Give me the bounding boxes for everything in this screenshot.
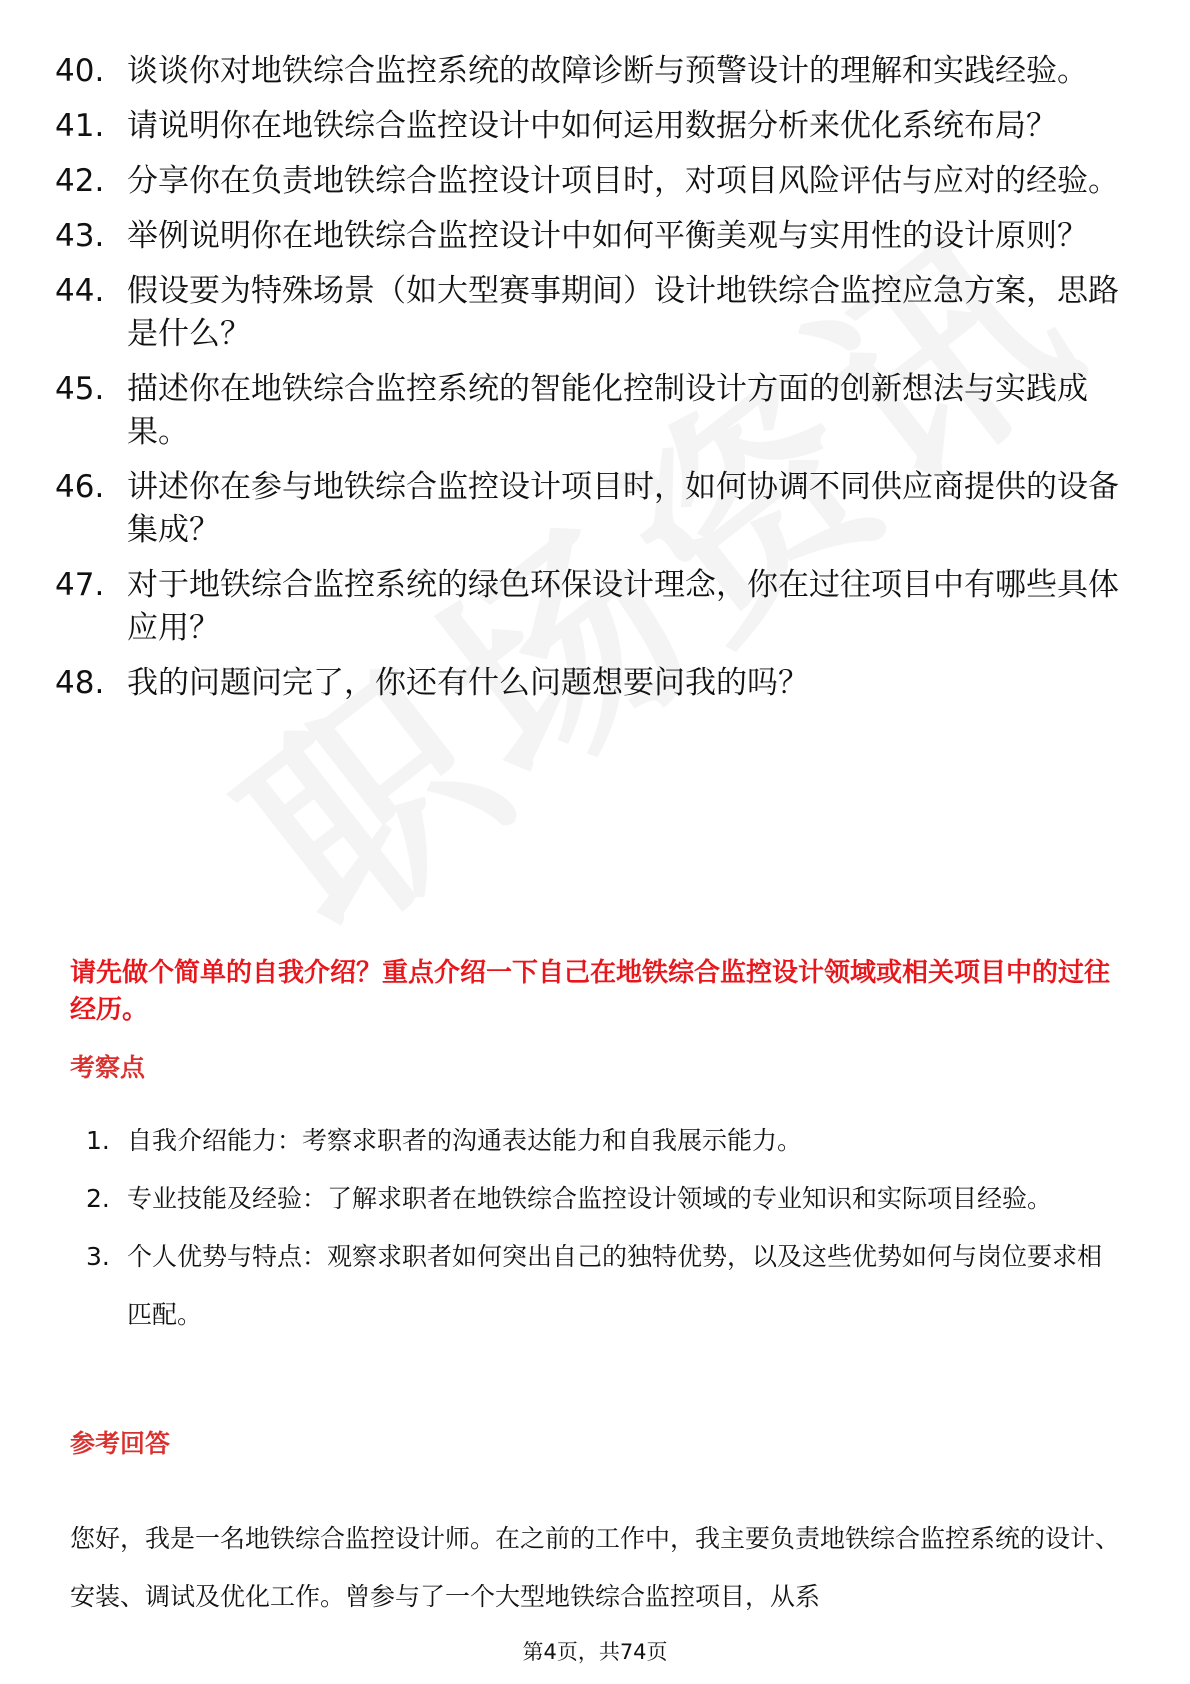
question-item [0,50,1190,93]
question-text: 谈谈你对地铁综合监控系统的故障诊断与预警设计的理解和实践经验。 [127,53,1088,89]
question-text: 讲述你在参与地铁综合监控设计项目时，如何协调不同供应商提供的设备集成？ [127,469,1119,548]
kaochadian-item [0,1112,1190,1170]
question-text: 举例说明你在地铁综合监控设计中如何平衡美观与实用性的设计原则？ [127,218,1088,254]
question-item [0,564,1190,650]
reference-answer: 您好，我是一名地铁综合监控设计师。在之前的工作中，我主要负责地铁综合监控系统的设计、安装、调试及优化工作。曾参与了一个大型地铁综合监控项目，从系 [70,1524,1121,1611]
kaochadian-number: 2. [86,1184,110,1213]
kaochadian-text: 自我介绍能力：考察求职者的沟通表达能力和自我展示能力。 [127,1126,803,1155]
kaochadian-item [0,1170,1190,1228]
question-item [0,105,1190,148]
kaochadian-text: 个人优势与特点：观察求职者如何突出自己的独特优势，以及这些优势如何与岗位要求相匹配。 [127,1242,1103,1329]
kaochadian-item [0,1228,1190,1344]
question-number: 43. [55,218,105,254]
question-text: 对于地铁综合监控系统的绿色环保设计理念，你在过往项目中有哪些具体应用？ [127,567,1119,646]
question-number: 45. [55,371,105,407]
question-item [0,160,1190,203]
question-text: 描述你在地铁综合监控系统的智能化控制设计方面的创新想法与实践成果。 [127,371,1088,450]
question-number: 47. [55,567,105,603]
kaochadian-text: 专业技能及经验：了解求职者在地铁综合监控设计领域的专业知识和实际项目经验。 [127,1184,1053,1213]
question-text: 请说明你在地铁综合监控设计中如何运用数据分析来优化系统布局？ [127,108,1057,144]
question-list [0,50,1190,717]
question-number: 46. [55,469,105,505]
kaochadian-number: 3. [86,1242,110,1271]
kaochadian-label: 考察点 [70,1053,146,1082]
question-number: 40. [55,53,105,89]
question-item [0,270,1190,356]
question-item [0,662,1190,705]
question-item [0,368,1190,454]
question-number: 41. [55,108,105,144]
question-item [0,466,1190,552]
question-number: 48. [55,665,105,701]
question-text: 我的问题问完了，你还有什么问题想要问我的吗？ [127,665,809,701]
question-text: 假设要为特殊场景（如大型赛事期间）设计地铁综合监控应急方案，思路是什么？ [127,273,1119,352]
question-number: 44. [55,273,105,309]
kaochadian-list [0,1112,1190,1344]
kaochadian-number: 1. [86,1126,110,1155]
question-text: 分享你在负责地铁综合监控设计项目时，对项目风险评估与应对的经验。 [127,163,1119,199]
cankao-label: 参考回答 [70,1429,171,1458]
question-item [0,215,1190,258]
featured-question-heading: 请先做个简单的自我介绍？重点介绍一下自己在地铁综合监控设计领域或相关项目中的过往经历。 [70,958,1111,1025]
question-number: 42. [55,163,105,199]
page-footer: 第4页，共74页 [522,1640,668,1664]
